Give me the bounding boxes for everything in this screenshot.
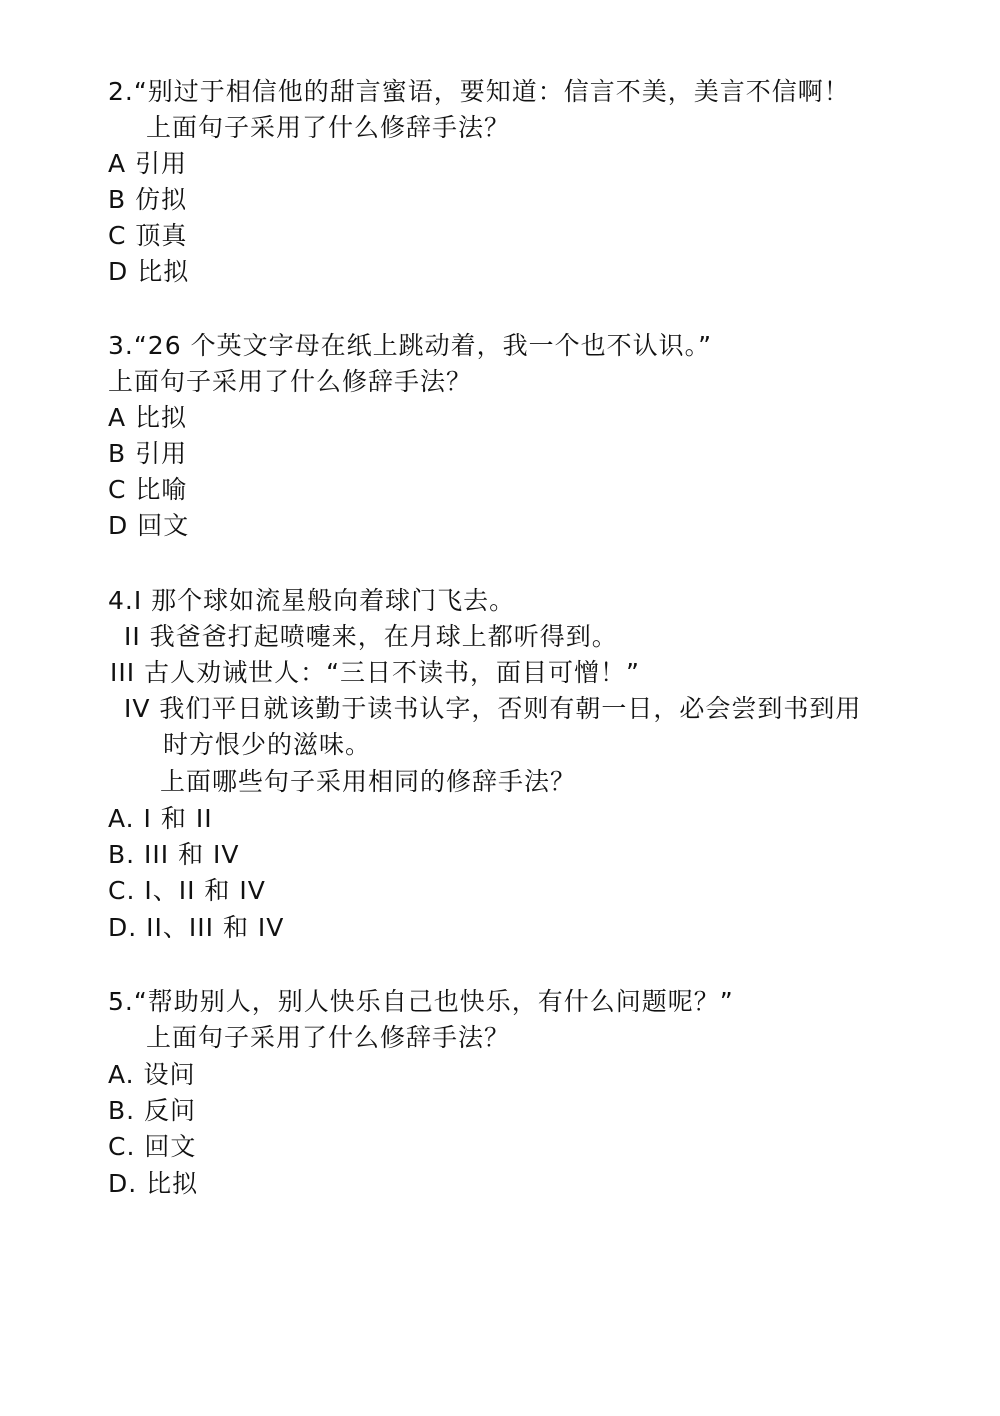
question-5-option-c[interactable]: C. 回文 <box>108 1132 197 1161</box>
question-4-option-b[interactable]: B. III 和 IV <box>108 840 240 869</box>
question-2-stem: 2.“别过于相信他的甜言蜜语，要知道：信言不美，美言不信啊！ <box>108 77 850 106</box>
question-3-stem: 3.“26 个英文字母在纸上跳动着，我一个也不认识。” <box>108 331 713 360</box>
question-4-sentence-4-continued: 时方恨少的滋味。 <box>163 730 372 759</box>
question-4-sentence-4: IV 我们平日就该勤于读书认字，否则有朝一日，必会尝到书到用 <box>124 694 862 723</box>
question-2-option-b[interactable]: B 仿拟 <box>108 185 188 214</box>
question-3-prompt: 上面句子采用了什么修辞手法？ <box>108 367 473 396</box>
question-2-option-c[interactable]: C 顶真 <box>108 221 188 250</box>
question-4-option-d[interactable]: D. II、III 和 IV <box>108 913 285 942</box>
question-5-option-b[interactable]: B. 反问 <box>108 1096 197 1125</box>
question-2-prompt: 上面句子采用了什么修辞手法？ <box>146 113 511 142</box>
question-4-sentence-1: 4.I 那个球如流星般向着球门飞去。 <box>108 586 516 615</box>
question-4-option-a[interactable]: A. I 和 II <box>108 804 213 833</box>
question-3-option-b[interactable]: B 引用 <box>108 439 188 468</box>
question-5-option-d[interactable]: D. 比拟 <box>108 1169 199 1198</box>
question-4-sentence-2: II 我爸爸打起喷嚏来，在月球上都听得到。 <box>124 622 618 651</box>
question-5-stem: 5.“帮助别人，别人快乐自己也快乐，有什么问题呢？” <box>108 987 734 1016</box>
question-4-prompt: 上面哪些句子采用相同的修辞手法？ <box>160 767 577 796</box>
question-3-option-c[interactable]: C 比喻 <box>108 475 188 504</box>
question-3-option-d[interactable]: D 回文 <box>108 511 190 540</box>
question-4-option-c[interactable]: C. I、II 和 IV <box>108 876 266 905</box>
question-5-option-a[interactable]: A. 设问 <box>108 1060 196 1089</box>
question-4-sentence-3: III 古人劝诫世人：“三日不读书，面目可憎！” <box>110 658 640 687</box>
question-2-option-d[interactable]: D 比拟 <box>108 257 190 286</box>
question-5-prompt: 上面句子采用了什么修辞手法？ <box>146 1023 511 1052</box>
question-2-option-a[interactable]: A 引用 <box>108 149 188 178</box>
question-3-option-a[interactable]: A 比拟 <box>108 403 188 432</box>
